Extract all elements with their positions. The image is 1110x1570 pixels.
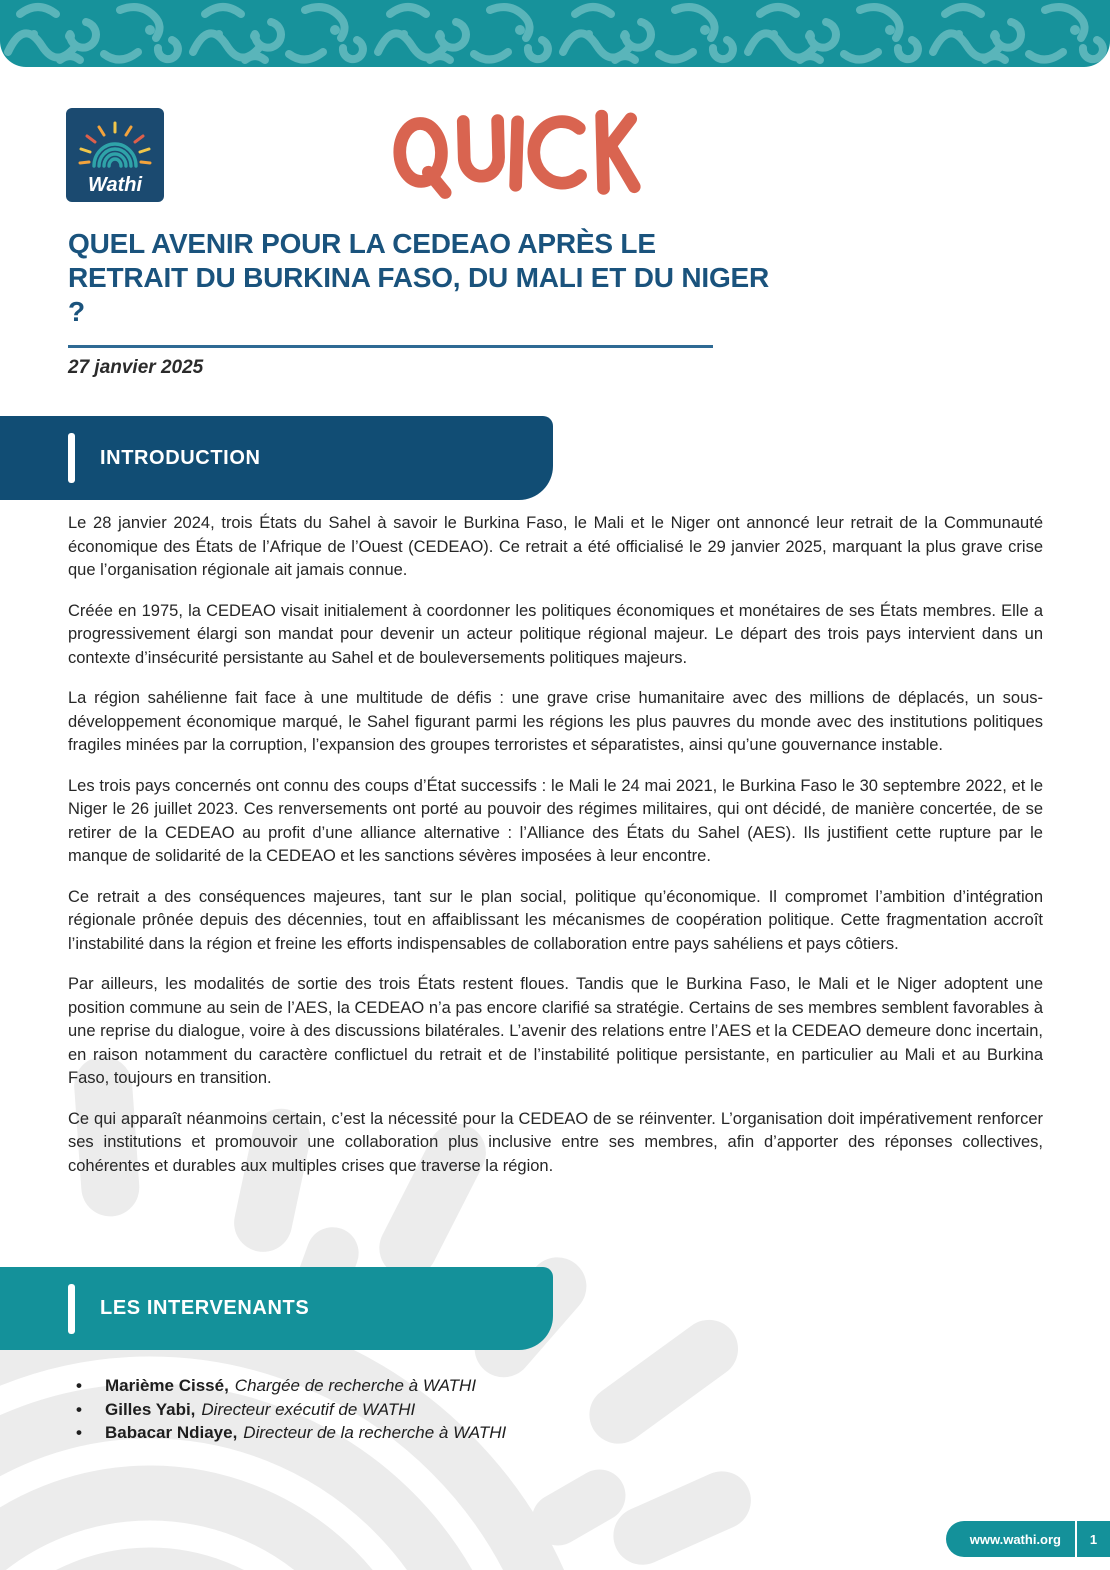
introduction-paragraph: Le 28 janvier 2024, trois États du Sahel à savoir le Burkina Faso, le Mali et le Niger ont annoncé leur retrait de la Communauté économique des États de l’Afrique de l’Ouest (CEDEAO). Ce retrait a été officialisé le 29 janvier 2025, marquant la plus grave crise que l’organisation régionale ait jamais connue. bbox=[68, 514, 1043, 579]
speaker-role: Directeur de la recherche à WATHI bbox=[243, 1423, 507, 1442]
decorative-pattern-band bbox=[0, 0, 1110, 67]
bullet-icon: • bbox=[76, 1399, 82, 1419]
banner-accent-bar bbox=[68, 1284, 75, 1334]
introduction-paragraph: Les trois pays concernés ont connu des coups d’État successifs : le Mali le 24 mai 2021, le Burkina Faso le 30 septembre 2022, et le Niger le 26 juillet 2023. Ces renversements ont porté au pouvoir des régimes militaires, qui ont décidé, de manière concertée, de se retirer de la CEDEAO au profit d’une alliance alternative : l’Alliance des États du Sahel (AES). Ils justifient cette rupture par le manque de solidarité de la CEDEAO et les sanctions sévères imposées à leur encontre. bbox=[68, 776, 1043, 865]
intervenants-banner bbox=[0, 1267, 553, 1350]
wathi-logo bbox=[66, 108, 164, 207]
speaker-role: Directeur exécutif de WATHI bbox=[201, 1399, 416, 1419]
introduction-paragraph: Ce retrait a des conséquences majeures, tant sur le plan social, politique qu’économique. Il compromet l’ambition d’intégration régionale prônée depuis des décennies, tout en affaiblissant les mécanismes de coopération politique. Cette fragmentation accroît l’instabilité dans la région et freine les efforts indispensables de collaboration entre pays sahéliens et pays côtiers. bbox=[68, 887, 1043, 953]
speaker-item bbox=[68, 1374, 968, 1398]
speaker-name: Gilles Yabi, bbox=[105, 1399, 196, 1419]
introduction-paragraph: Créée en 1975, la CEDEAO visait initialement à coordonner les politiques économiques et monétaires de ses États membres. Elle a progressivement élargi son mandat pour devenir un acteur politique régional majeur. Le départ des trois pays intervient dans un contexte d’insécurité persistante au Sahel et de bouleversements politiques majeurs. bbox=[68, 601, 1043, 667]
speaker-item bbox=[68, 1398, 968, 1422]
speaker-item bbox=[68, 1421, 968, 1445]
introduction-paragraph: Par ailleurs, les modalités de sortie des trois États restent floues. Tandis que le Burkina Faso, le Mali et le Niger adoptent une position commune au sein de l’AES, la CEDEAO n’a pas encore clarifié sa stratégie. Certains de ses membres semblent favorables à une reprise du dialogue, voire à des discussions bilatérales. L’avenir des relations entre l’AES et la CEDEAO demeure donc incertain, en raison notamment du caractère conflictuel du retrait et de l’instabilité politique persistante, en particulier au Mali et au Burkina Faso, toujours en transition. bbox=[68, 975, 1043, 1087]
introduction-banner bbox=[0, 416, 553, 500]
banner-accent-bar bbox=[68, 433, 75, 483]
quick-masthead bbox=[387, 109, 641, 207]
intervenants-title: LES INTERVENANTS bbox=[100, 1297, 310, 1319]
bullet-icon: • bbox=[76, 1423, 82, 1442]
introduction-paragraph: La région sahélienne fait face à une multitude de défis : une grave crise humanitaire avec des millions de déplacés, un sous-développement économique marqué, le Sahel figurant parmi les régions les plus pauvres du monde avec des institutions politiques fragiles minées par la corruption, l’expansion des groupes terroristes et séparatistes, ainsi qu’une gouvernance instable. bbox=[68, 689, 1043, 754]
website-link[interactable]: www.wathi.org bbox=[969, 1531, 1061, 1547]
title-rule bbox=[68, 345, 713, 348]
introduction-title: INTRODUCTION bbox=[100, 446, 261, 469]
speaker-name: Babacar Ndiaye, bbox=[105, 1423, 238, 1442]
speaker-name: Marième Cissé, bbox=[105, 1376, 229, 1395]
publication-date: 27 janvier 2025 bbox=[68, 357, 204, 378]
page-title: QUEL AVENIR POUR LA CEDEAO APRÈS LE RETRAIT DU BURKINA FASO, DU MALI ET DU NIGER ? bbox=[68, 228, 770, 327]
logo-wordmark: Wathi bbox=[87, 174, 143, 196]
footer-pill bbox=[946, 1521, 1110, 1557]
speakers-list bbox=[68, 1374, 968, 1445]
introduction-body bbox=[68, 512, 1043, 1178]
bullet-icon: • bbox=[76, 1376, 82, 1395]
page-number: 1 bbox=[1089, 1531, 1098, 1547]
introduction-paragraph: Ce qui apparaît néanmoins certain, c’est la nécessité pour la CEDEAO de se réinventer. L’organisation doit impérativement renforcer ses institutions et promouvoir une collaboration plus inclusive entre ses membres, afin d’apporter des réponses collectives, cohérentes et durables aux multiples crises que traverse la région. bbox=[68, 1109, 1043, 1175]
speaker-role: Chargée de recherche à WATHI bbox=[234, 1376, 477, 1395]
